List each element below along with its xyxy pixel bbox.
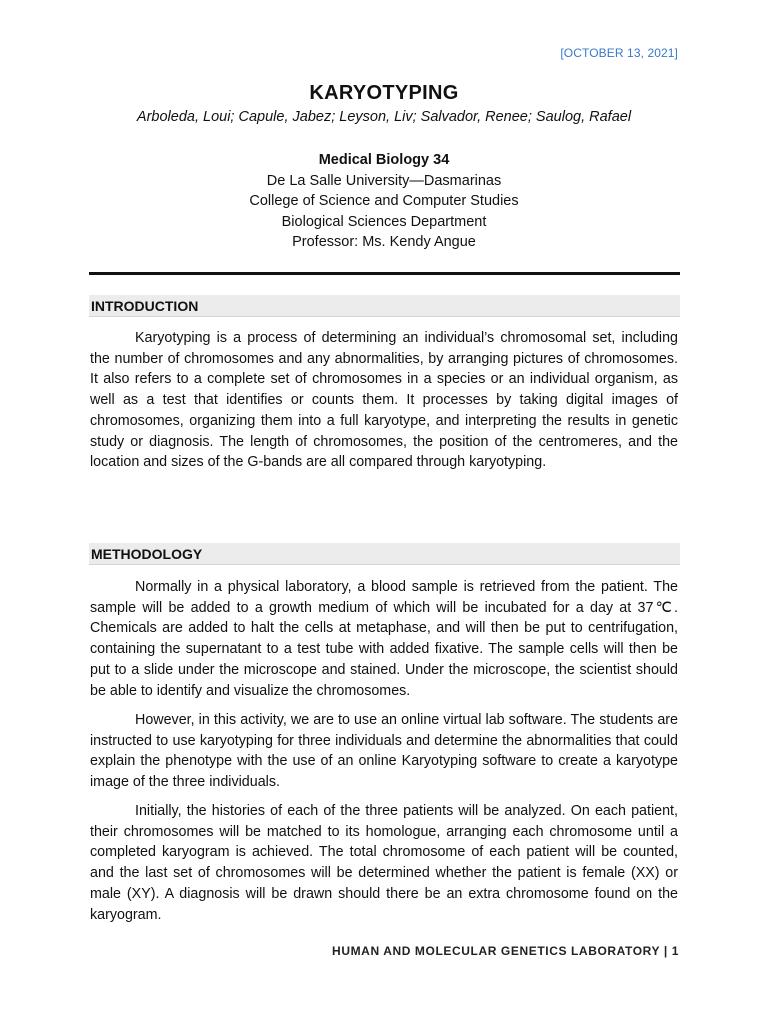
header-date: [OCTOBER 13, 2021] <box>560 46 678 60</box>
professor-name: Professor: Ms. Kendy Angue <box>292 234 476 251</box>
author-list: Arboleda, Loui; Capule, Jabez; Leyson, Liv; Salvador, Renee; Saulog, Rafael <box>136 109 632 125</box>
methodology-paragraph-2: However, in this activity, we are to use an online virtual lab software. The students are instructed to use karyotyping for three individuals and determine the abnormalities that could explain the phenotype with the use of an online Karyotyping software to create a karyotype image of the three individuals. <box>90 712 678 791</box>
document-title: KARYOTYPING <box>309 82 459 104</box>
header-divider <box>89 272 680 275</box>
department-name: Biological Sciences Department <box>281 213 487 230</box>
introduction-heading: INTRODUCTION <box>89 295 680 317</box>
college-name: College of Science and Computer Studies <box>249 193 519 210</box>
methodology-heading: METHODOLOGY <box>89 543 680 565</box>
methodology-paragraph-3: Initially, the histories of each of the three patients will be analyzed. On each patient, their chromosomes will be matched to its homologue, arranging each chromosome until a completed karyogram is achieved. The total chromosome of each patient will be counted, and the last set of chromosomes will be determined whether the patient is female (XX) or male (XY). A diagnosis will be drawn should there be an extra chromosome found on the karyogram. <box>90 803 678 923</box>
course-info <box>0 150 768 253</box>
methodology-paragraph-1: Normally in a physical laboratory, a blood sample is retrieved from the patient. The sample will be added to a growth medium of which will be incubated for a day at 37℃. Chemicals are added to halt the cells at metaphase, and will then be put to centrifugation, containing the supernatant to a test tube with added fixative. The sample cells will then be put to a slide under the microscope and stained. Under the microscope, the scientist should be able to identify and visualize the chromosomes. <box>90 579 678 699</box>
university-name: De La Salle University—Dasmarinas <box>266 172 502 189</box>
course-name: Medical Biology 34 <box>318 152 450 168</box>
page-footer: HUMAN AND MOLECULAR GENETICS LABORATORY | 1 <box>332 944 679 958</box>
introduction-paragraph: Karyotyping is a process of determining an individual’s chromosomal set, including the number of chromosomes and any abnormalities, by arranging pictures of chromosomes. It also refers to a complete set of chromosomes in a species or an individual organism, as well as a test that identifies or counts them. It processes by taking digital images of chromosomes, organizing them into a full karyotype, and interpreting the results in genetic study or diagnosis. The length of chromosomes, the position of the centromeres, and the location and sizes of the G-bands are all compared through karyotyping. <box>90 330 678 471</box>
